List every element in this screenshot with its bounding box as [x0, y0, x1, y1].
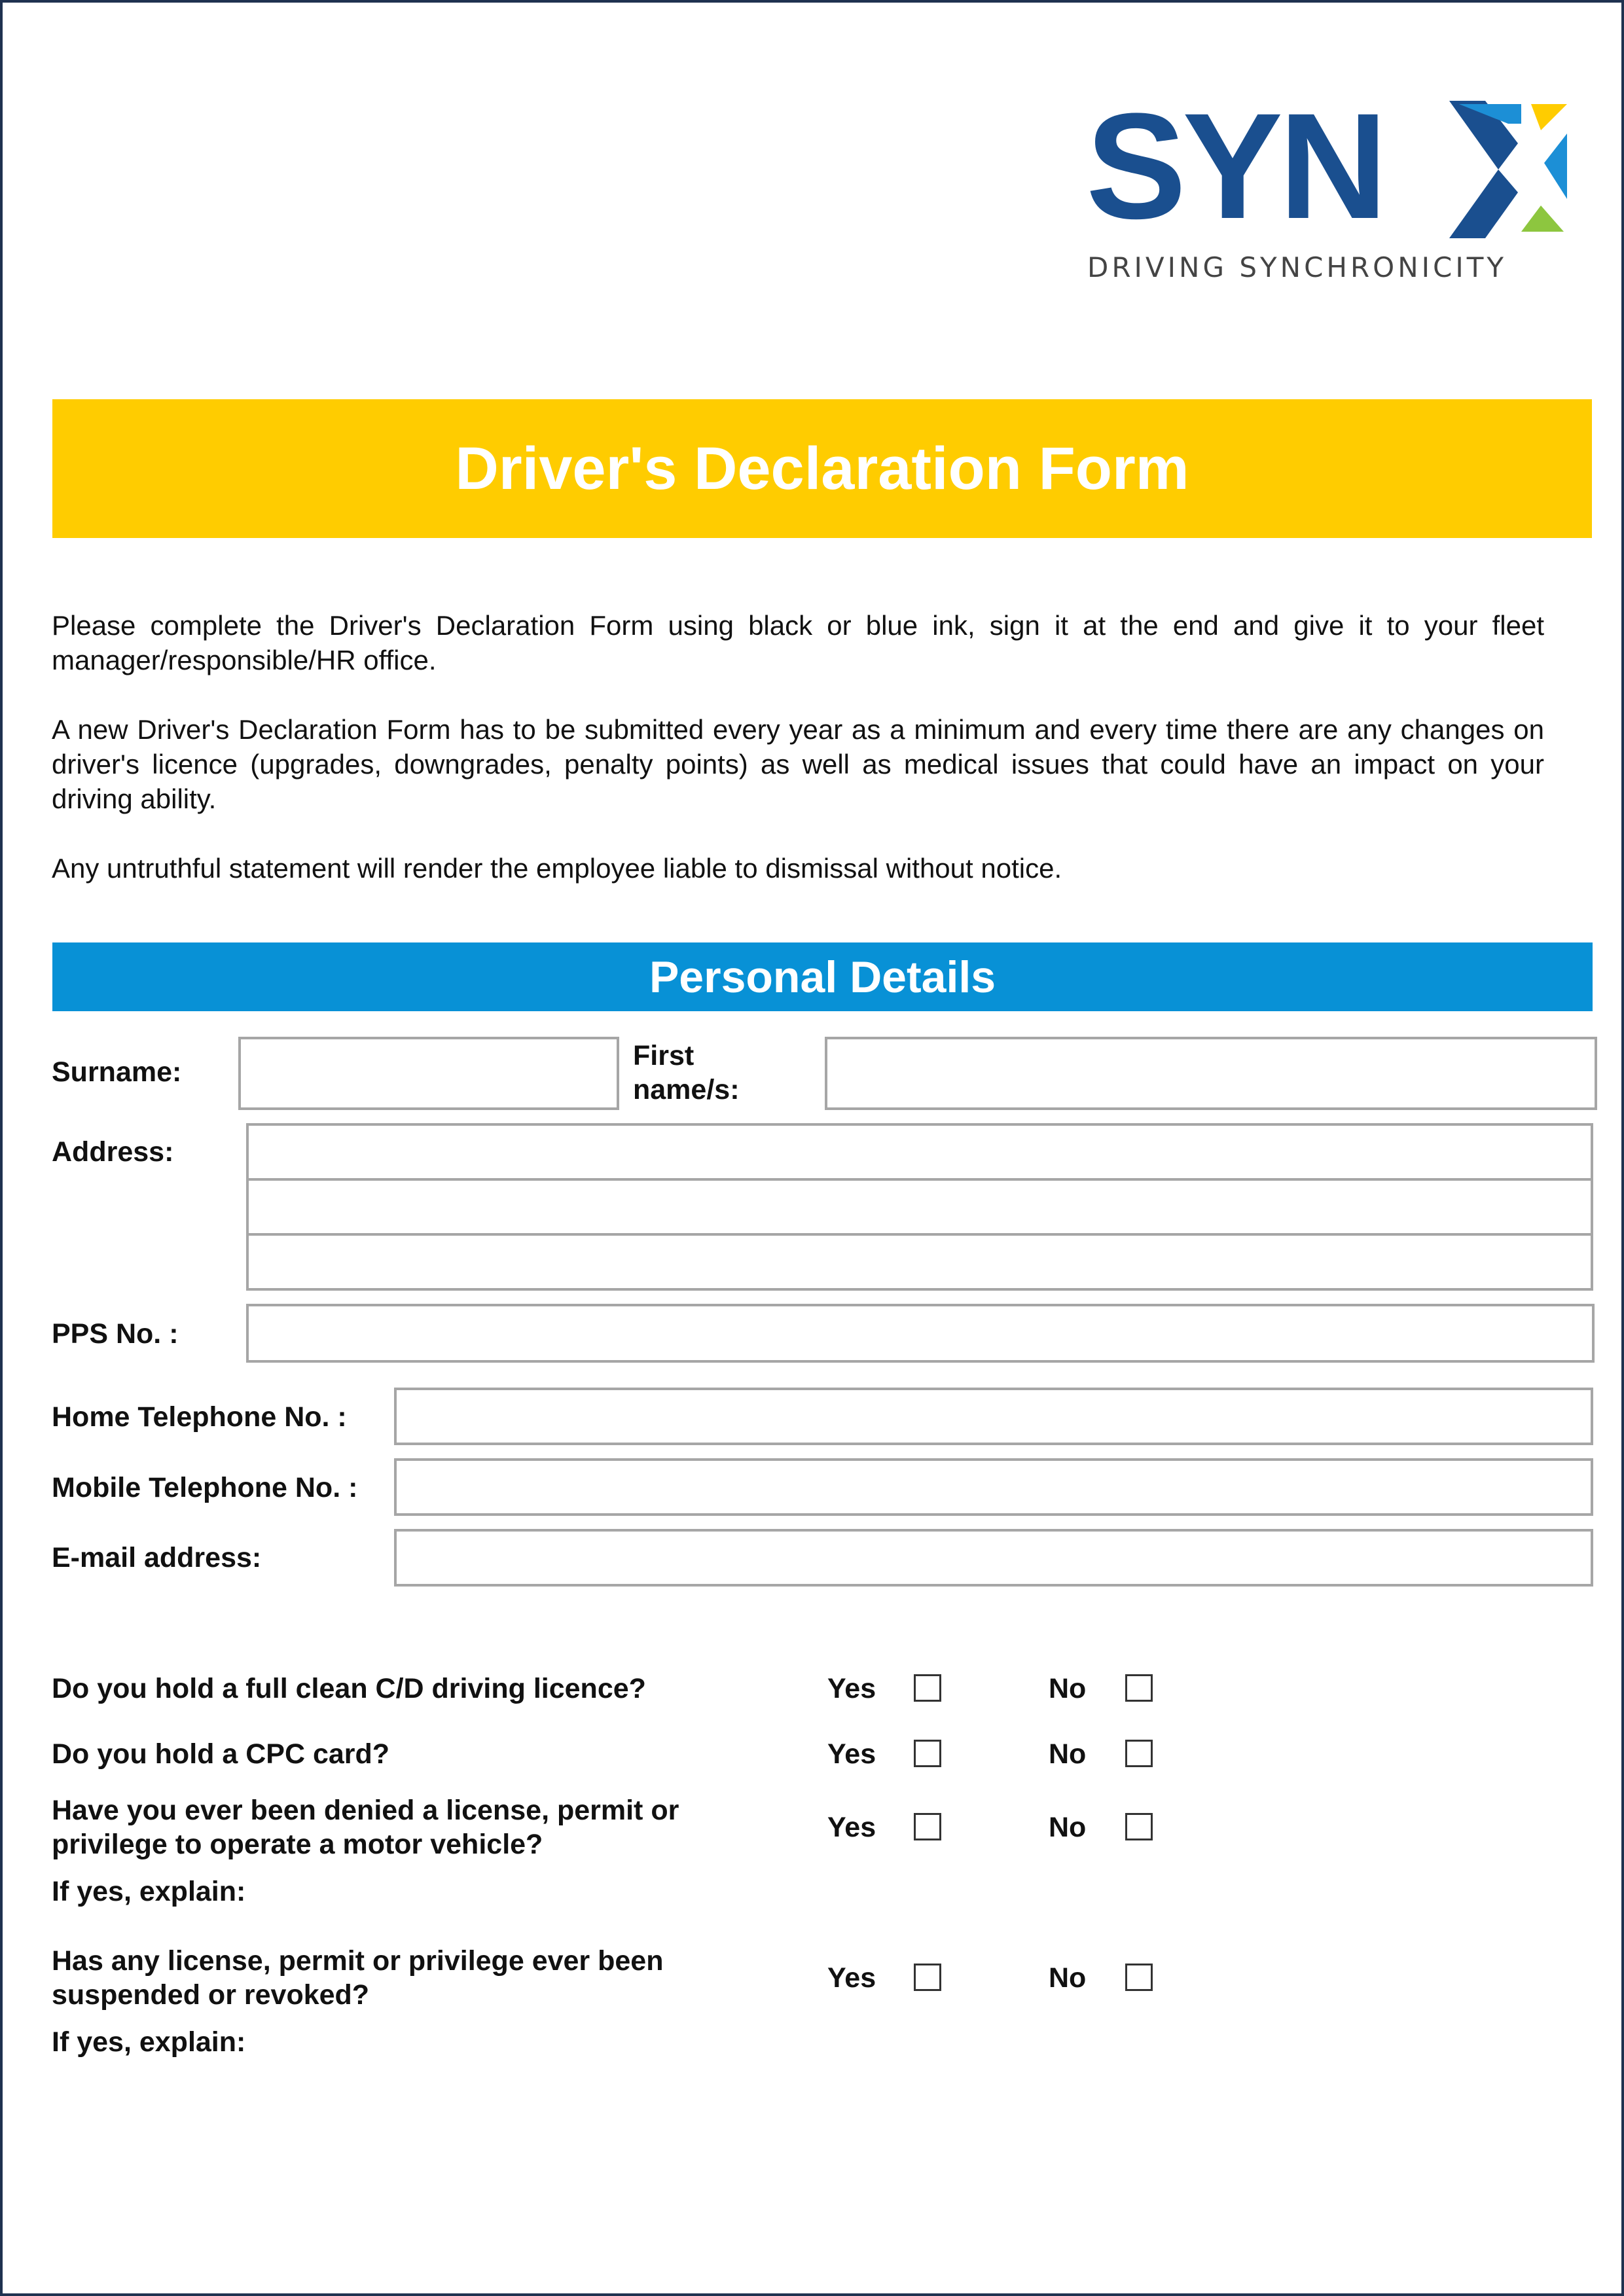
home-telephone-field[interactable] [394, 1388, 1593, 1445]
q4-no-checkbox[interactable] [1125, 1964, 1153, 1991]
title-banner [52, 399, 1592, 538]
question-denied-licence: Have you ever been denied a license, permit or privilege to operate a motor vehicle? [52, 1795, 679, 1860]
intro-paragraph-1: Please complete the Driver's Declaration Form using black or blue ink, sign it at the end and give it to your fleet manager/responsible/HR office. [52, 610, 1544, 675]
company-logo [1086, 82, 1567, 297]
q3-yes-checkbox[interactable] [914, 1813, 941, 1840]
address-label: Address: [52, 1136, 174, 1168]
first-name-field[interactable] [825, 1037, 1597, 1110]
q1-yes-checkbox[interactable] [914, 1674, 941, 1702]
q2-yes-label: Yes [827, 1738, 876, 1770]
address-line-3-field[interactable] [246, 1233, 1593, 1291]
q4-explain-label: If yes, explain: [52, 2026, 246, 2058]
logo-tagline: DRIVING SYNCHRONICITY [1087, 251, 1507, 283]
question-suspended-licence: Has any license, permit or privilege ever been suspended or revoked? [52, 1945, 664, 2011]
q2-no-checkbox[interactable] [1125, 1740, 1153, 1767]
q1-yes-label: Yes [827, 1673, 876, 1704]
surname-label: Surname: [52, 1056, 182, 1088]
mobile-telephone-label: Mobile Telephone No. : [52, 1472, 358, 1503]
q4-yes-checkbox[interactable] [914, 1964, 941, 1991]
logo-x-mark-icon [1449, 101, 1567, 238]
pps-label: PPS No. : [52, 1318, 179, 1350]
intro-paragraph-3: Any untruthful statement will render the employee liable to dismissal without notice. [52, 853, 1062, 884]
q3-explain-label: If yes, explain: [52, 1876, 246, 1907]
surname-field[interactable] [238, 1037, 619, 1110]
logo-wordmark: SYN [1086, 82, 1384, 250]
first-name-label: First name/s: [633, 1040, 740, 1105]
q2-yes-checkbox[interactable] [914, 1740, 941, 1767]
question-cpc-card: Do you hold a CPC card? [52, 1738, 390, 1770]
q3-yes-label: Yes [827, 1812, 876, 1843]
q1-no-checkbox[interactable] [1125, 1674, 1153, 1702]
personal-details-header [52, 942, 1593, 1011]
q3-no-label: No [1049, 1812, 1087, 1843]
pps-field[interactable] [246, 1304, 1595, 1363]
email-label: E-mail address: [52, 1542, 262, 1573]
q4-no-label: No [1049, 1962, 1087, 1994]
question-clean-licence: Do you hold a full clean C/D driving licence? [52, 1673, 646, 1704]
mobile-telephone-field[interactable] [394, 1458, 1593, 1516]
email-field[interactable] [394, 1529, 1593, 1587]
q3-no-checkbox[interactable] [1125, 1813, 1153, 1840]
q4-yes-label: Yes [827, 1962, 876, 1994]
address-line-1-field[interactable] [246, 1123, 1593, 1181]
form-title: Driver's Declaration Form [455, 435, 1189, 502]
q1-no-label: No [1049, 1673, 1087, 1704]
intro-paragraph-2: A new Driver's Declaration Form has to be submitted every year as a minimum and every time there are any changes on driver's licence (upgrades, downgrades, penalty points) as well as medical issues that could have an impact on your driving ability. [52, 714, 1544, 814]
home-telephone-label: Home Telephone No. : [52, 1401, 347, 1433]
q2-no-label: No [1049, 1738, 1087, 1770]
address-line-2-field[interactable] [246, 1178, 1593, 1236]
section-title: Personal Details [649, 952, 996, 1002]
